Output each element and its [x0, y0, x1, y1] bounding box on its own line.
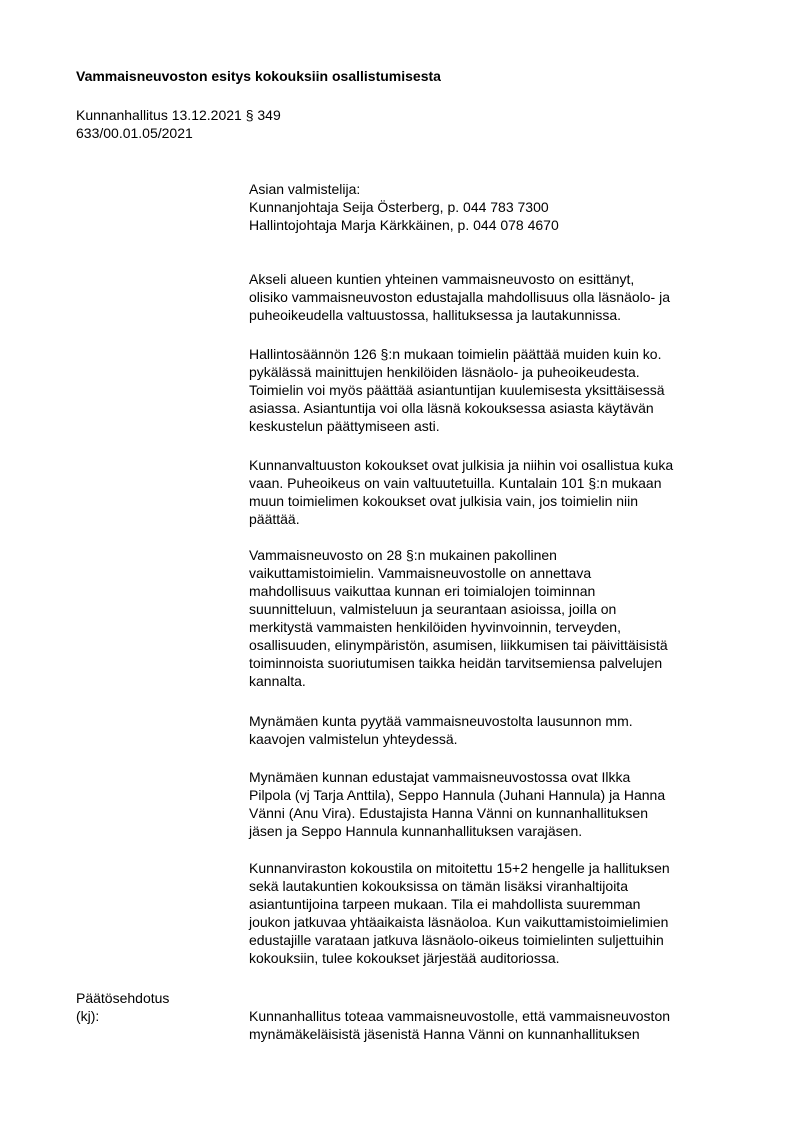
- text-line: joukon jatkuvaa yhtäaikaista läsnäoloa. Kun vaikuttamistoimielimien: [249, 914, 669, 930]
- text-line: Kunnanhallitus toteaa vammaisneuvostolle, että vammaisneuvoston: [249, 1008, 671, 1024]
- text-line: päättää.: [249, 511, 300, 527]
- text-line: kokouksiin, tulee kokoukset järjestää auditoriossa.: [249, 950, 560, 966]
- paragraph-5: [249, 712, 749, 748]
- text-line: mynämäkeläisistä jäsenistä Hanna Vänni on kunnanhallituksen: [249, 1026, 640, 1042]
- text-line: jäsen ja Seppo Hannula kunnanhallituksen varajäsen.: [249, 823, 583, 839]
- text-line: kaavojen valmistelun yhteydessä.: [249, 731, 458, 747]
- text-line: vaan. Puheoikeus on vain valtuutetuilla. Kuntalain 101 §:n mukaan: [249, 475, 662, 491]
- text-line: toiminnoista suoriutumisen taikka heidän tarvitsemiensa palvelujen: [249, 655, 663, 671]
- paragraph-7: [249, 859, 749, 967]
- text-line: kannalta.: [249, 673, 306, 689]
- text-line: mahdollisuus vaikuttaa kunnan eri toimialojen toiminnan: [249, 583, 596, 599]
- text-line: asiantuntijoina tarpeen mukaan. Tila ei mahdollista suuremman: [249, 896, 641, 912]
- proposal-label-line: Päätösehdotus: [76, 990, 170, 1006]
- paragraph-1: [249, 270, 749, 324]
- text-line: pykälässä mainittujen henkilöiden läsnäolo- ja puheoikeudesta.: [249, 364, 640, 380]
- text-line: muun toimielimen kokoukset ovat julkisia vain, jos toimielin niin: [249, 493, 639, 509]
- text-line: Mynämäen kunnan edustajat vammaisneuvostossa ovat Ilkka: [249, 769, 631, 785]
- proposal-label: [76, 989, 169, 1025]
- text-line: keskustelun päättymiseen asti.: [249, 418, 440, 434]
- meeting-meta: [76, 106, 281, 142]
- document-title: Vammaisneuvoston esitys kokouksiin osallistumisesta: [76, 68, 441, 84]
- text-line: sekä lautakuntien kokouksissa on tämän lisäksi viranhaltijoita: [249, 878, 628, 894]
- text-line: Kunnanviraston kokoustila on mitoitettu 15+2 hengelle ja hallituksen: [249, 860, 670, 876]
- paragraph-2: [249, 345, 749, 435]
- text-line: puheoikeudella valtuustossa, hallituksessa ja lautakunnissa.: [249, 307, 622, 323]
- text-line: Vammaisneuvosto on 28 §:n mukainen pakollinen: [249, 547, 557, 563]
- text-line: edustajille varataan jatkuva läsnäolo-oikeus toimielinten suljettuihin: [249, 932, 664, 948]
- preparer-line: Kunnanjohtaja Seija Österberg, p. 044 783 7300: [249, 199, 549, 215]
- paragraph-4: [249, 546, 749, 690]
- text-line: merkitystä vammaisten henkilöiden hyvinvoinnin, terveyden,: [249, 619, 621, 635]
- meeting-reference: Kunnanhallitus 13.12.2021 § 349: [76, 107, 281, 123]
- preparer-heading: Asian valmistelija:: [249, 181, 361, 197]
- preparers-block: [249, 180, 749, 234]
- text-line: Hallintosäännön 126 §:n mukaan toimielin päättää muiden kuin ko.: [249, 346, 662, 362]
- preparer-line: Hallintojohtaja Marja Kärkkäinen, p. 044 078 4670: [249, 217, 559, 233]
- text-line: Toimielin voi myös päättää asiantuntijan kuulemisesta yksittäisessä: [249, 382, 665, 398]
- text-line: Vänni (Anu Vira). Edustajista Hanna Vänni on kunnanhallituksen: [249, 805, 648, 821]
- text-line: vaikuttamistoimielin. Vammaisneuvostolle on annettava: [249, 565, 592, 581]
- text-line: Kunnanvaltuuston kokoukset ovat julkisia ja niihin voi osallistua kuka: [249, 457, 674, 473]
- text-line: Akseli alueen kuntien yhteinen vammaisneuvosto on esittänyt,: [249, 271, 635, 287]
- record-number: 633/00.01.05/2021: [76, 125, 193, 141]
- text-line: Mynämäen kunta pyytää vammaisneuvostolta lausunnon mm.: [249, 713, 633, 729]
- paragraph-6: [249, 768, 749, 840]
- text-line: asiassa. Asiantuntija voi olla läsnä kokouksessa asiasta käytävän: [249, 400, 654, 416]
- proposal-text: [249, 1007, 749, 1043]
- proposal-label-line: (kj):: [76, 1008, 100, 1024]
- text-line: olisiko vammaisneuvoston edustajalla mahdollisuus olla läsnäolo- ja: [249, 289, 671, 305]
- text-line: suunnitteluun, valmisteluun ja seurantaan asioissa, joilla on: [249, 601, 617, 617]
- text-line: Pilpola (vj Tarja Anttila), Seppo Hannula (Juhani Hannula) ja Hanna: [249, 787, 666, 803]
- paragraph-3: [249, 456, 749, 528]
- text-line: osallisuuden, elinympäristön, asumisen, liikkumisen tai päivittäisistä: [249, 637, 668, 653]
